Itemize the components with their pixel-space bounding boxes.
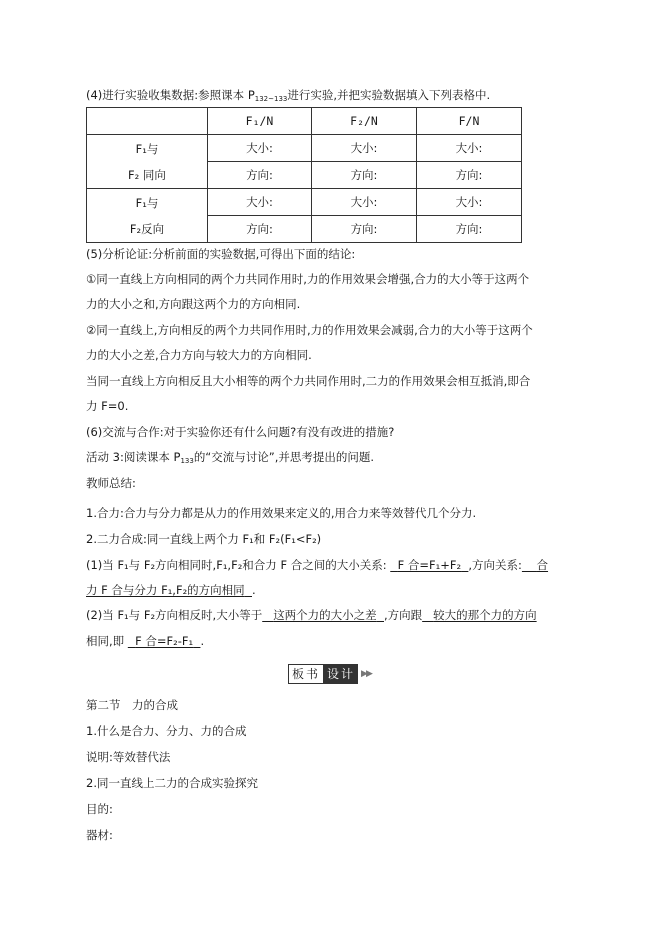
conclusion-3-line2: 力 F=0.	[86, 399, 129, 413]
conclusion-1-line2: 力的大小之和,方向跟这两个力的方向相同.	[86, 297, 301, 311]
answer-blank: F 合=F₁+F₂	[397, 558, 462, 572]
table-row	[87, 135, 522, 162]
answer-blank: 合	[536, 558, 549, 572]
answer-blank: F 合=F₂-F₁	[135, 634, 194, 648]
board-purpose: 目的:	[86, 802, 113, 816]
cell-size: 大小:	[417, 135, 522, 162]
col-header-f1: F₁/N	[208, 108, 312, 135]
cell-direction: 方向:	[312, 216, 417, 243]
row-label-opposite-direction: F₁与 F₂反向	[87, 189, 208, 243]
cell-size: 大小:	[208, 189, 312, 216]
conclusion-2-line1: ②同一直线上,方向相反的两个力共同作用时,力的作用效果会减弱,合力的大小等于这两个	[86, 323, 533, 337]
double-arrow-icon: ▶▶	[361, 669, 371, 679]
cell-direction: 方向:	[208, 216, 312, 243]
answer-blank: 力 F 合与分力 F₁,F₂的方向相同	[86, 583, 245, 597]
conclusion-3-line1: 当同一直线上方向相反且大小相等的两个力共同作用时,二力的作用效果会相互抵消,即合	[86, 374, 531, 388]
conclusion-1-line1: ①同一直线上方向相同的两个力共同作用时,力的作用效果会增强,合力的大小等于这两个	[86, 272, 530, 286]
cell-size: 大小:	[312, 135, 417, 162]
answer-blank: 较大的那个力的方向	[433, 608, 537, 622]
answer-blank: 这两个力的大小之差	[273, 608, 377, 622]
board-item-2: 2.同一直线上二力的合成实验探究	[86, 776, 258, 790]
summary-2-2-line1: (2)当 F₁与 F₂方向相反时,大小等于 这两个力的大小之差 ,方向跟 较大的那个力的方向	[86, 608, 537, 622]
cell-direction: 方向:	[208, 162, 312, 189]
row-label-same-direction: F₁与 F₂ 同向	[87, 135, 208, 189]
activity3: 活动 3:阅读课本 $P_{133}$的“交流与讨论”,并思考提出的问题.	[86, 450, 375, 465]
summary-2: 2.二力合成:同一直线上两个力 F₁和 F₂(F₁<F₂)	[86, 532, 322, 546]
board-materials: 器材:	[86, 828, 113, 842]
board-item-1-note: 说明:等效替代法	[86, 750, 171, 764]
cell-size: 大小:	[417, 189, 522, 216]
summary-1: 1.合力:合力与分力都是从力的作用效果来定义的,用合力来等效替代几个分力.	[86, 506, 477, 520]
data-table	[86, 107, 522, 243]
table-corner-cell	[87, 108, 208, 135]
cell-size: 大小:	[312, 189, 417, 216]
board-item-1: 1.什么是合力、分力、力的合成	[86, 724, 247, 738]
step4-intro: (4)进行实验收集数据:参照课本 $P_{132\sim 133}$进行实验,并把实验数据填入下列表格中.	[86, 88, 491, 103]
cell-direction: 方向:	[417, 162, 522, 189]
summary-title: 教师总结:	[86, 476, 136, 490]
table-header-row	[87, 108, 522, 135]
cell-size: 大小:	[208, 135, 312, 162]
conclusion-2-line2: 力的大小之差,合力方向与较大力的方向相同.	[86, 348, 312, 362]
summary-2-2-line2: 相同,即 F 合=F₂-F₁ .	[86, 634, 205, 648]
cell-direction: 方向:	[312, 162, 417, 189]
table-row	[87, 189, 522, 216]
col-header-f: F/N	[417, 108, 522, 135]
board-design-badge: 板书 设计 ▶▶	[288, 664, 371, 684]
summary-2-1-line2: 力 F 合与分力 F₁,F₂的方向相同 .	[86, 583, 256, 597]
step6: (6)交流与合作:对于实验你还有什么问题?有没有改进的措施?	[86, 425, 395, 439]
step5-title: (5)分析论证:分析前面的实验数据,可得出下面的结论:	[86, 247, 356, 261]
cell-direction: 方向:	[417, 216, 522, 243]
col-header-f2: F₂/N	[312, 108, 417, 135]
board-title: 第二节 力的合成	[86, 698, 178, 712]
summary-2-1-line1: (1)当 F₁与 F₂方向相同时,F₁,F₂和合力 F 合之间的大小关系: F 合=F₁+F₂ ,方向关系: 合	[86, 558, 549, 572]
